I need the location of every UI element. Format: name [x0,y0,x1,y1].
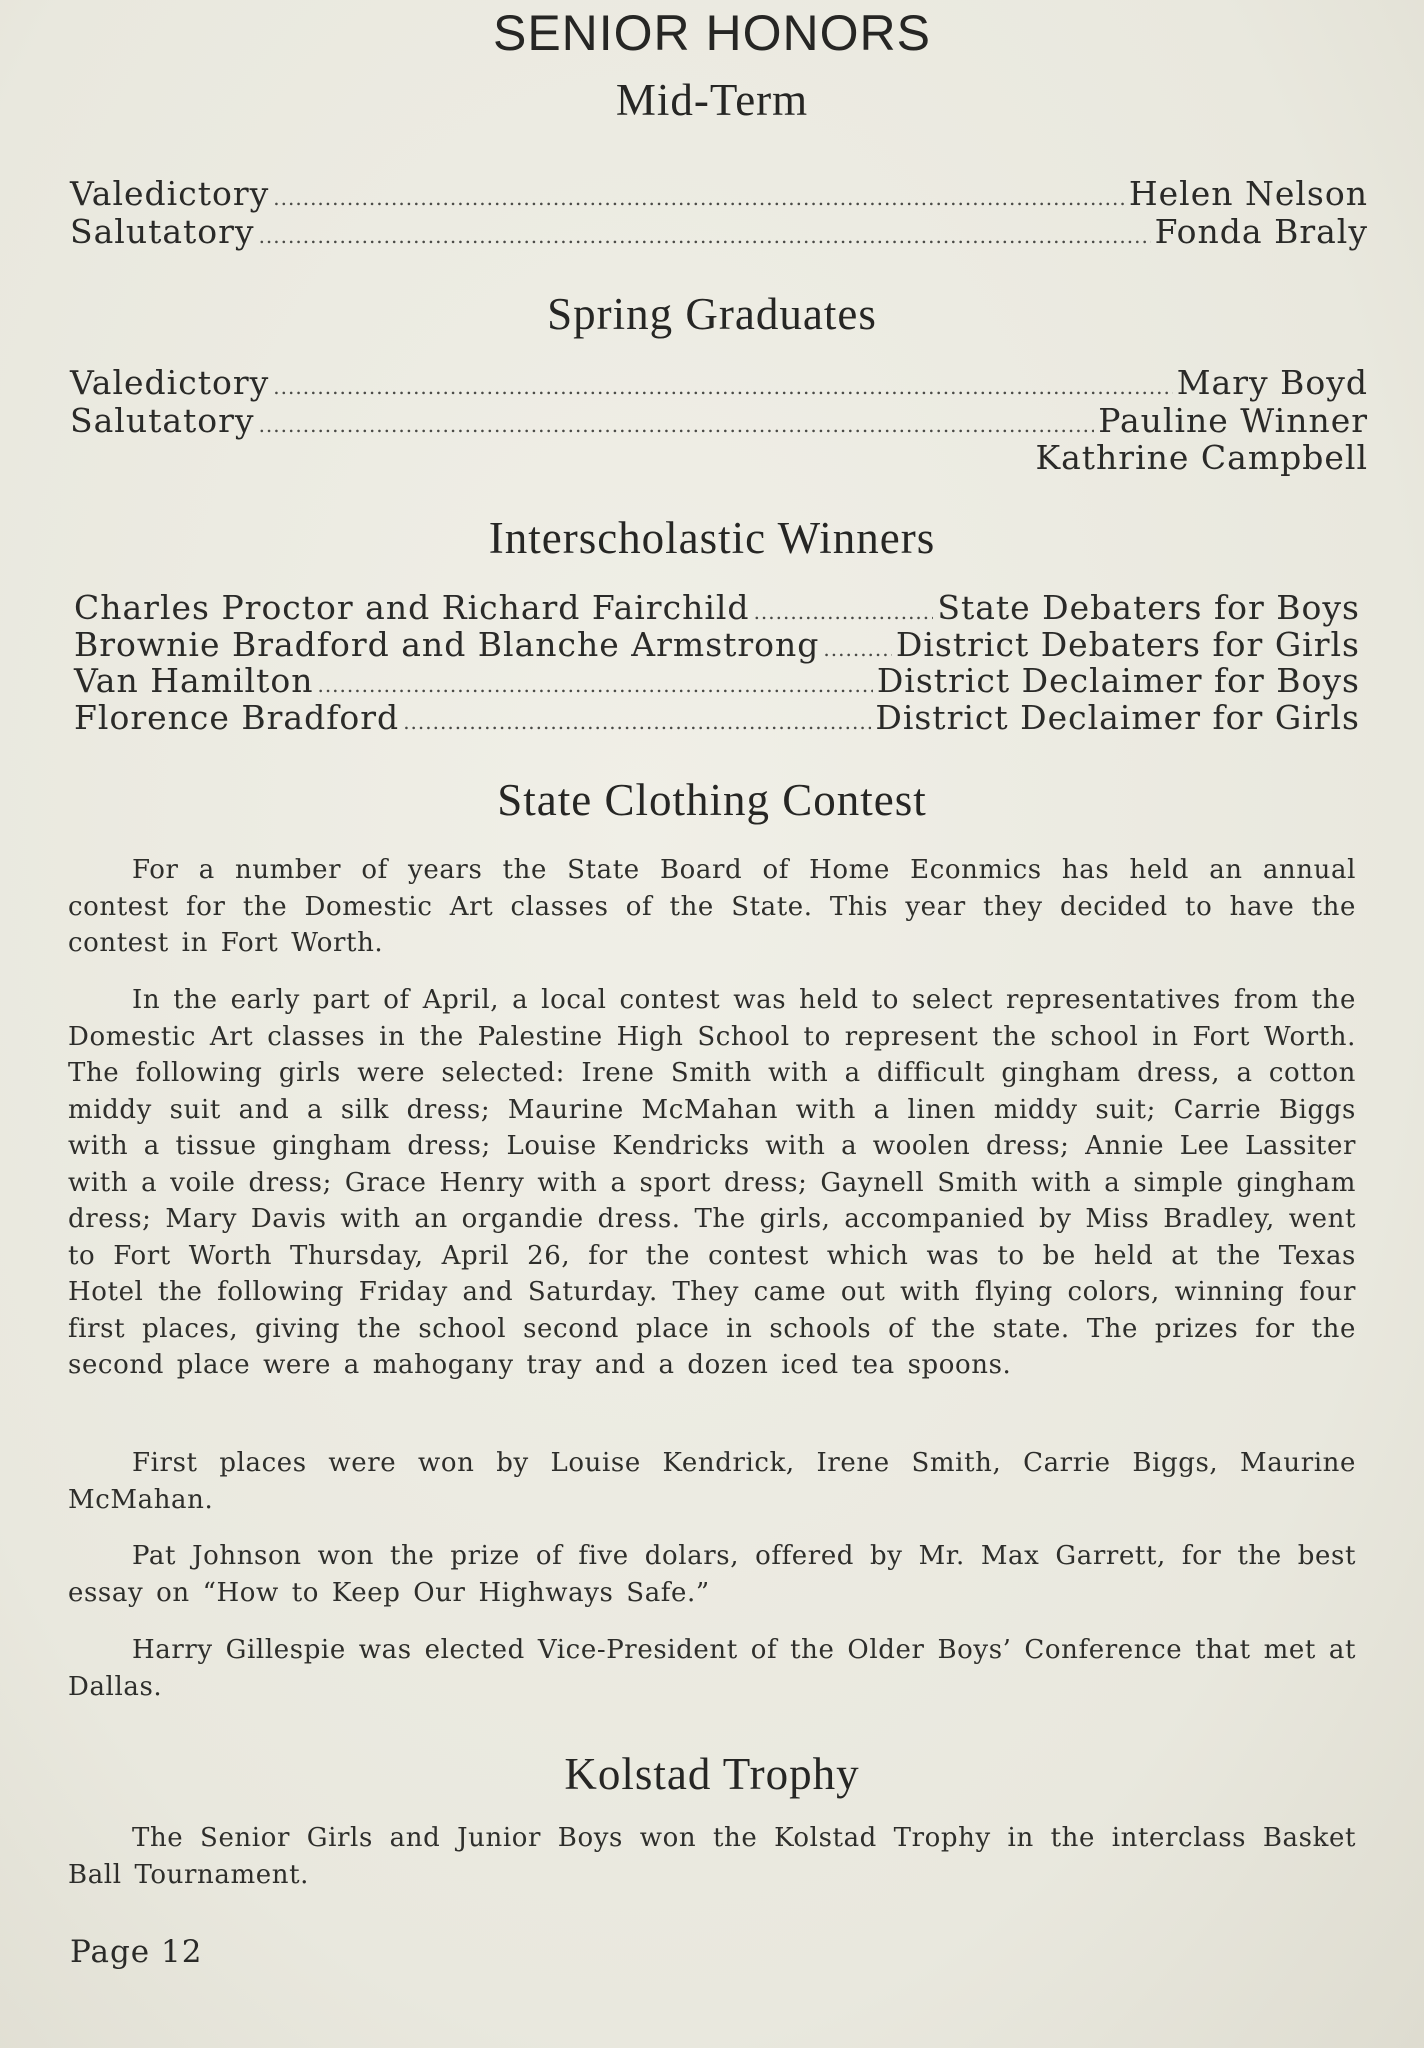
page-title: SENIOR HONORS [492,5,932,61]
winner-award: District Debaters for Girls [895,625,1360,664]
winner-award: State Debaters for Boys [937,588,1360,627]
midterm-heading: Mid-Term [615,75,809,125]
interscholastic-row [74,698,1360,737]
honor-name: Mary Boyd [1176,363,1368,402]
winner-names: Charles Proctor and Richard Fairchild [74,588,750,627]
honor-label: Salutatory [70,401,255,440]
honor-label: Valedictory [70,363,270,402]
dot-leader [317,661,872,700]
winner-award: District Declaimer for Girls [875,698,1360,737]
page-number: Page 12 [70,1934,203,1970]
dot-leader [754,588,934,627]
dot-leader [273,363,1172,402]
dot-leader [259,212,1151,251]
clothing-heading: State Clothing Contest [497,775,927,825]
winner-names: Van Hamilton [74,661,314,700]
honor-label: Salutatory [70,212,255,251]
dot-leader [823,625,892,664]
interscholastic-row [74,661,1360,700]
honor-name: Fonda Braly [1154,212,1368,251]
spring-valedictory-row [70,363,1368,402]
winner-names: Florence Bradford [74,698,400,737]
interscholastic-heading: Interscholastic Winners [488,513,936,563]
spring-heading: Spring Graduates [547,289,877,339]
winner-names: Brownie Bradford and Blanche Armstrong [74,625,820,664]
clothing-paragraph: First places were won by Louise Kendrick, Irene Smith, Carrie Biggs, Maurine McMahan. [68,1448,1356,1515]
honor-label: Valedictory [70,174,270,213]
clothing-paragraph: In the early part of April, a local contest was held to select representatives from the Domestic Art classes in the Palestine High School to represent the school in Fort Worth. The following girls were selected: Irene Smith with a difficult gingham dress, a cotton middy suit and a silk dress; Maurine McMahan with a linen middy suit; Carrie Biggs with a tissue gingham dress; Louise Kendricks with a woolen dress; Annie Lee Lassiter with a voile dress; Grace Henry with a sport dress; Gaynell Smith with a simple gingham dress; Mary Davis with an organdie dress. The girls, accompanied by Miss Bradley, went to Fort Worth Thursday, April 26, for the contest which was to be held at the Texas Hotel the following Friday and Saturday. They came out with flying colors, winning four first places, giving the school second place in schools of the state. The prizes for the second place were a mahogany tray and a dozen iced tea spoons. [68,985,1356,1380]
midterm-salutatory-row [70,212,1368,251]
salutatory-second-name: Kathrine Campbell [1035,438,1368,477]
midterm-valedictory-row [70,174,1368,213]
kolstad-heading: Kolstad Trophy [564,1749,860,1799]
dot-leader [273,174,1125,213]
honor-name: Pauline Winner [1098,401,1368,440]
clothing-paragraph: For a number of years the State Board of Home Econmics has held an annual contest for the Domestic Art classes of the State. This year they decided to have the contest in Fort Worth. [68,855,1356,958]
dot-leader [403,698,871,737]
interscholastic-row [74,588,1360,627]
winner-award: District Declaimer for Boys [876,661,1360,700]
clothing-paragraph: Harry Gillespie was elected Vice-President of the Older Boys’ Conference that met at Dallas. [68,1635,1356,1702]
kolstad-paragraph: The Senior Girls and Junior Boys won the Kolstad Trophy in the interclass Basket Ball Tournament. [68,1823,1356,1890]
spring-salutatory-row [70,401,1368,440]
honor-name: Helen Nelson [1128,174,1368,213]
clothing-paragraph: Pat Johnson won the prize of five dolars, offered by Mr. Max Garrett, for the best essay on “How to Keep Our Highways Safe.” [68,1541,1356,1608]
dot-leader [259,401,1095,440]
interscholastic-row [74,625,1360,664]
